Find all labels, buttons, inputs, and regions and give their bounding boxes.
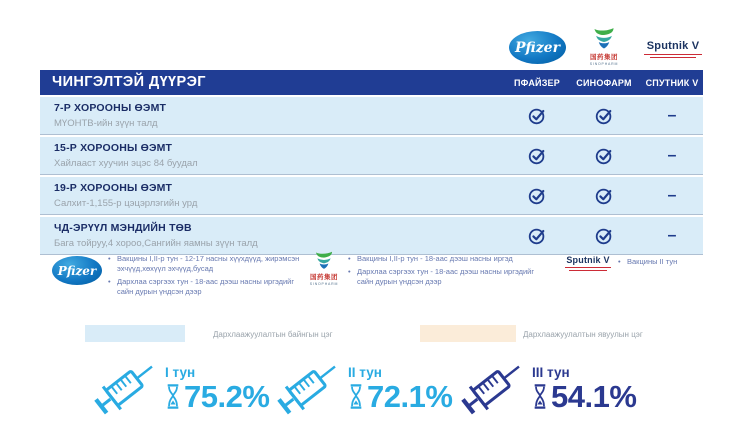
- table-row: [40, 97, 703, 135]
- sinopharm-logo: [585, 27, 623, 66]
- sinopharm-en-text: SINOPHARM: [309, 281, 339, 286]
- pfizer-logo: [509, 31, 566, 64]
- sinopharm-cn-text: 国药集团: [590, 54, 618, 61]
- legend-bullet: • Вакцины I,II-р тун - 18-аас дээш насны иргэд: [348, 254, 544, 264]
- dose-label: I тун: [165, 364, 196, 380]
- dose-label: III тун: [532, 364, 570, 380]
- dose2-stat: [268, 352, 452, 424]
- location-address: Хайлааст хуучин эцэс 84 буудал: [54, 158, 198, 169]
- dose-percentage: 72.1%: [367, 378, 453, 414]
- sputnik-status-icon: –: [667, 146, 677, 164]
- legend-bullet: • Вакцины II тун: [618, 257, 738, 267]
- pfizer-logo-text: Pfizer: [57, 263, 97, 278]
- sinopharm-cn-text: 国药集团: [310, 274, 338, 281]
- pfizer-status-icon: [502, 137, 572, 174]
- location-address: МҮОНТВ-ийн зүүн талд: [54, 118, 158, 129]
- hourglass-icon: [348, 383, 364, 410]
- dose-percentage: 75.2%: [184, 378, 270, 414]
- sinopharm-status-icon: [569, 177, 639, 214]
- district-title: ЧИНГЭЛТЭЙ ДҮҮРЭГ: [52, 74, 206, 90]
- syringe-icon: [268, 352, 346, 424]
- vaccination-points-table: [40, 70, 703, 255]
- mobile-point-label: Дархлаажуулалтын явуулын цэг: [523, 330, 643, 339]
- hourglass-icon: [165, 383, 181, 410]
- table-row: [40, 217, 703, 255]
- location-title: 15-Р ХОРООНЫ ӨЭМТ: [54, 142, 173, 154]
- dose-percentage: 54.1%: [551, 378, 637, 414]
- column-header-sputnik: СПУТНИК V: [645, 78, 699, 88]
- sinopharm-en-text: SINOPHARM: [589, 61, 619, 66]
- permanent-point-label: Дархлаажуулалтын байнгын цэг: [213, 330, 333, 339]
- syringe-icon: [452, 352, 530, 424]
- pfizer-legend: [108, 254, 306, 300]
- dose1-stat: [85, 352, 269, 424]
- location-title: 7-Р ХОРООНЫ ӨЭМТ: [54, 102, 167, 114]
- sinopharm-emblem-icon: [313, 251, 335, 270]
- pfizer-status-icon: [502, 217, 572, 254]
- table-row: [40, 177, 703, 215]
- mobile-point-swatch: [420, 325, 516, 342]
- column-header-sinopharm: СИНОФАРМ: [576, 78, 632, 88]
- legend-bullet: • Вакцины I,II-р тун - 12-17 насны хүүхдүүд, жирэмсэн эхчүүд,хөхүүл эхчүүд,бусад: [108, 254, 306, 274]
- dose3-stat: [452, 352, 636, 424]
- sputnik-tagline-lines: [562, 267, 614, 272]
- sputnik-wordmark: Sputnik V: [646, 40, 700, 52]
- location-address: Салхит-1,155-р цэцэрлэгийн урд: [54, 198, 198, 209]
- sputnik-v-logo-small: [562, 255, 614, 271]
- location-address: Бага тойруу,4 хороо,Сангийн яамны зүүн талд: [54, 238, 258, 249]
- syringe-icon: [85, 352, 163, 424]
- sputnik-status-icon: –: [667, 106, 677, 124]
- sputnik-tagline-lines: [641, 54, 705, 59]
- sputnik-legend: [618, 257, 738, 270]
- sinopharm-emblem-icon: [591, 27, 617, 50]
- sinopharm-legend: [348, 254, 544, 290]
- permanent-point-swatch: [85, 325, 185, 342]
- sputnik-status-icon: –: [667, 186, 677, 204]
- legend-bullet: • Дархлаа сэргээх тун - 18-аас дээш насны иргэдийг сайн дурын үндсэн дээр: [348, 267, 544, 287]
- pfizer-logo-small: [52, 256, 102, 285]
- hourglass-icon: [532, 383, 548, 410]
- pfizer-status-icon: [502, 177, 572, 214]
- column-header-pfizer: ПФАЙЗЕР: [514, 78, 560, 88]
- sputnik-status-icon: –: [667, 226, 677, 244]
- sinopharm-status-icon: [569, 137, 639, 174]
- dose-label: II тун: [348, 364, 382, 380]
- table-row: [40, 137, 703, 175]
- sinopharm-status-icon: [569, 217, 639, 254]
- sputnik-v-logo: [641, 40, 705, 58]
- table-header: [40, 70, 703, 95]
- location-title: ЧД-ЭРҮҮЛ МЭНДИЙН ТӨВ: [54, 222, 192, 234]
- sinopharm-status-icon: [569, 97, 639, 134]
- sinopharm-logo-small: [306, 251, 342, 286]
- legend-bullet: • Дархлаа сэргээх тун - 18-аас дээш насны иргэдийг сайн дурын үндсэн дээр: [108, 277, 306, 297]
- location-title: 19-Р ХОРООНЫ ӨЭМТ: [54, 182, 173, 194]
- pfizer-logo-text: Pfizer: [515, 39, 560, 56]
- pfizer-status-icon: [502, 97, 572, 134]
- sputnik-wordmark: Sputnik V: [566, 255, 610, 265]
